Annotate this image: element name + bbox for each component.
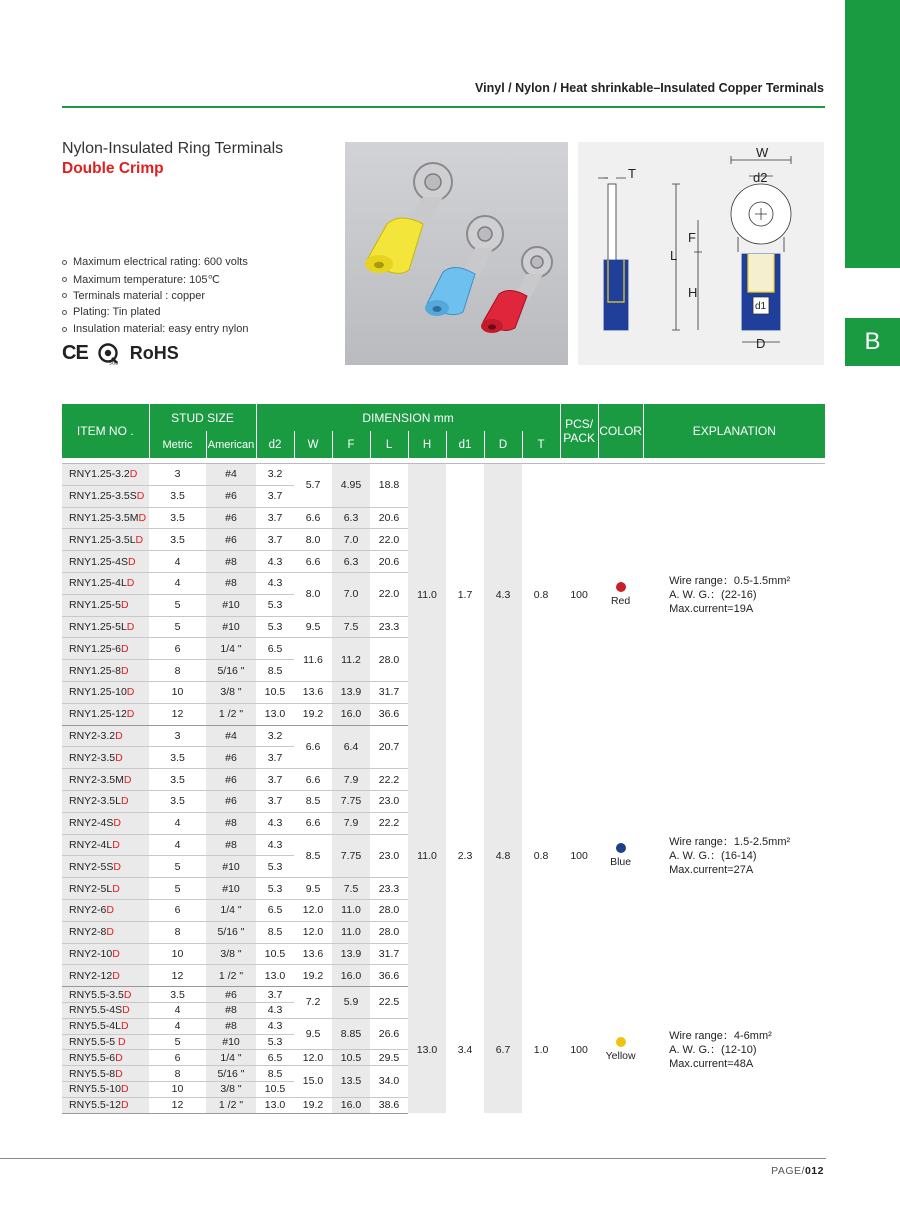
american-cell: 1/4 " [206,638,256,660]
d2-cell: 3.7 [256,507,294,529]
f-cell: 4.95 [332,464,370,508]
l-cell: 20.7 [378,740,400,753]
l-cell: 23.0 [370,834,408,878]
l-cell: 22.2 [370,812,408,834]
item-number: RNY2-5LD [62,878,149,900]
bullet-icon [62,327,67,332]
spec-item: Maximum electrical rating: 600 volts [62,254,248,271]
w-cell: 19.2 [294,703,332,725]
l-cell: 31.7 [370,681,408,703]
w-cell: 12.0 [294,899,332,921]
bullet-icon [62,293,67,298]
american-cell: #10 [206,594,256,616]
d2-cell: 4.3 [256,572,294,594]
explanation-line: A. W. G.：(16-14) [669,849,757,862]
metric-cell: 3.5 [149,507,206,529]
h-cell: 13.0 [408,987,446,1113]
color-label: Red [610,595,631,608]
color-cell [598,725,643,987]
dimension-drawing [578,142,824,365]
col-pcs-pack: PCS/ PACK [560,404,598,458]
table-row [62,464,825,486]
f-cell: 16.0 [332,703,370,725]
w-cell: 6.6 [294,812,332,834]
american-cell: #6 [206,529,256,551]
explanation-line: A. W. G.：(12-10) [669,1043,757,1056]
american-cell: #6 [206,790,256,812]
f-cell: 8.85 [332,1018,370,1050]
item-number: RNY1.25-5D [62,594,149,616]
american-cell: 3/8 " [206,681,256,703]
footer-divider [0,1158,826,1159]
item-number: RNY1.25-8D [62,660,149,682]
american-cell: #4 [206,725,256,747]
item-number: RNY2-3.2D [62,725,149,747]
w-cell: 8.0 [294,572,332,616]
american-cell: #4 [206,464,256,486]
american-cell: #6 [206,987,256,1003]
d-cell: 4.8 [484,725,522,987]
f-cell: 7.5 [332,616,370,638]
w-cell: 19.2 [294,1097,332,1113]
metric-cell: 5 [149,594,206,616]
w-cell: 6.6 [294,769,332,791]
l-cell: 22.0 [370,572,408,616]
w-cell: 9.5 [294,616,332,638]
metric-cell: 4 [149,812,206,834]
f-cell: 13.9 [332,681,370,703]
d1-cell: 3.4 [457,1043,473,1056]
spec-item: Maximum temperature: 105℃ [62,271,248,288]
f-cell: 7.9 [332,812,370,834]
metric-cell: 5 [149,1034,206,1050]
f-cell: 7.5 [332,878,370,900]
page-header-title: Vinyl / Nylon / Heat shrinkable–Insulated Copper Terminals [475,81,824,95]
color-cell [598,987,643,1113]
d2-cell: 4.3 [256,812,294,834]
metric-cell: 3.5 [149,790,206,812]
american-cell: #10 [206,856,256,878]
l-cell: 34.0 [370,1066,408,1098]
american-cell: 3/8 " [206,1081,256,1097]
metric-cell: 4 [149,572,206,594]
d2-cell: 3.2 [267,729,283,742]
header-divider [62,106,825,108]
d2-cell: 4.3 [256,551,294,573]
metric-cell: 5 [149,878,206,900]
d-cell: 6.7 [484,987,522,1113]
american-cell: #8 [206,551,256,573]
explanation-line: Max.current=19A [669,602,754,615]
col-dimension: DIMENSION mm [256,404,560,431]
d2-cell: 3.7 [256,485,294,507]
spec-table-body [62,464,825,1114]
explanation-line: Wire range：1.5-2.5mm² [669,835,791,848]
american-cell: #8 [206,1002,256,1018]
sgs-label: SGS [108,361,118,365]
d2-cell: 8.5 [256,1066,294,1082]
certification-logos [62,342,179,365]
bullet-icon [62,277,67,282]
american-cell: #8 [206,812,256,834]
f-cell: 11.0 [332,899,370,921]
section-tab: B [845,318,900,366]
explanation-line: Wire range：0.5-1.5mm² [669,574,791,587]
label-d2: d2 [753,170,768,185]
w-cell: 11.6 [294,638,332,682]
item-number: RNY2-4SD [62,812,149,834]
item-number: RNY2-4LD [62,834,149,856]
american-cell: #8 [206,1018,256,1034]
explanation-line: Max.current=48A [669,1057,754,1070]
metric-cell: 4 [149,551,206,573]
w-cell: 9.5 [294,878,332,900]
item-number: RNY1.25-3.5MD [62,507,149,529]
f-cell: 6.3 [332,551,370,573]
d2-cell: 5.3 [256,616,294,638]
f-cell: 6.4 [332,725,370,769]
explanation-line: A. W. G.：(22-16) [669,588,757,601]
f-cell: 16.0 [332,965,370,987]
f-cell: 7.75 [332,834,370,878]
w-cell: 8.5 [294,834,332,878]
metric-cell: 8 [149,660,206,682]
rohs-logo: RoHS [129,343,179,363]
l-cell: 23.3 [370,616,408,638]
explanation-cell [643,464,825,726]
h-cell: 11.0 [408,725,446,987]
bullet-icon [62,260,67,265]
color-cell [598,464,643,726]
metric-cell: 10 [149,943,206,965]
american-cell: 1/4 " [206,899,256,921]
label-f: F [688,230,696,245]
l-cell: 22.5 [378,996,400,1009]
ce-mark-logo: CE [62,342,88,364]
american-cell: #10 [206,616,256,638]
w-cell: 9.5 [294,1018,332,1050]
american-cell: 1/4 " [206,1050,256,1066]
american-cell: #8 [206,834,256,856]
d2-cell: 6.5 [256,899,294,921]
pcs-cell: 100 [570,1043,588,1056]
color-label: Yellow [605,1050,636,1063]
spec-item: Insulation material: easy entry nylon [62,321,248,338]
american-cell: 3/8 " [206,943,256,965]
metric-cell: 10 [149,1081,206,1097]
t-cell: 0.8 [533,849,549,862]
label-d: D [756,336,766,351]
item-number: RNY2-3.5LD [62,790,149,812]
color-label: Blue [610,856,632,869]
col-t: T [522,431,560,458]
l-cell: 28.0 [370,638,408,682]
explanation-cell [643,725,825,987]
d2-cell: 3.7 [256,790,294,812]
american-cell: #6 [206,485,256,507]
w-cell: 5.7 [305,479,321,492]
american-cell: 1 /2 " [206,965,256,987]
d2-cell: 5.3 [256,594,294,616]
item-number: RNY5.5-5 D [62,1034,149,1050]
spec-table [62,404,825,1114]
item-number: RNY2-8D [62,921,149,943]
h-cell: 11.0 [408,464,446,726]
d2-cell: 13.0 [256,1097,294,1113]
col-f: F [332,431,370,458]
item-number: RNY5.5-12D [62,1097,149,1113]
metric-cell: 6 [149,638,206,660]
d2-cell: 13.0 [256,965,294,987]
item-number: RNY1.25-4SD [62,551,149,573]
metric-cell: 10 [149,681,206,703]
metric-cell: 5 [149,856,206,878]
metric-cell: 4 [149,1002,206,1018]
f-cell: 7.75 [332,790,370,812]
terminal-dimension-diagram [578,142,824,365]
w-cell: 7.2 [305,996,321,1009]
metric-cell: 8 [149,921,206,943]
w-cell: 8.5 [294,790,332,812]
l-cell: 26.6 [370,1018,408,1050]
item-number: RNY1.25-3.5LD [62,529,149,551]
t-cell: 1.0 [533,1043,549,1056]
col-l: L [370,431,408,458]
label-d1: d1 [755,301,767,312]
american-cell: #10 [206,878,256,900]
col-color: COLOR [598,404,643,458]
product-subtitle: Double Crimp [62,160,164,177]
metric-cell: 5 [149,616,206,638]
item-number: RNY5.5-6D [62,1050,149,1066]
sgs-logo-icon [96,343,122,365]
l-cell: 36.6 [370,703,408,725]
f-cell: 13.9 [332,943,370,965]
l-cell: 36.6 [370,965,408,987]
w-cell: 15.0 [294,1066,332,1098]
col-metric: Metric [149,431,206,458]
l-cell: 28.0 [370,899,408,921]
item-number: RNY5.5-4SD [62,1002,149,1018]
w-cell: 6.6 [294,507,332,529]
american-cell: #6 [206,747,256,769]
metric-cell: 4 [149,834,206,856]
metric-cell: 4 [149,1018,206,1034]
d2-cell: 5.3 [256,856,294,878]
label-t: T [628,166,636,181]
col-d1: d1 [446,431,484,458]
d2-cell: 5.3 [256,1034,294,1050]
d2-cell: 3.7 [267,988,283,1001]
f-cell: 16.0 [332,1097,370,1113]
col-american: American [206,431,256,458]
color-dot-icon [616,1037,626,1047]
f-cell: 7.0 [332,529,370,551]
t-cell: 0.8 [533,588,549,601]
spec-item: Terminals material : copper [62,287,248,304]
d2-cell: 6.5 [256,638,294,660]
product-title: Nylon-Insulated Ring Terminals [62,140,284,157]
item-number: RNY1.25-3.5SD [62,485,149,507]
item-number: RNY5.5-4LD [62,1018,149,1034]
d2-cell: 10.5 [256,681,294,703]
col-h: H [408,431,446,458]
d2-cell: 5.3 [256,878,294,900]
american-cell: 5/16 " [206,660,256,682]
item-number: RNY1.25-5LD [62,616,149,638]
d2-cell: 3.7 [256,769,294,791]
metric-cell: 12 [149,1097,206,1113]
f-cell: 7.0 [332,572,370,616]
label-w: W [756,145,769,160]
d2-cell: 10.5 [256,943,294,965]
table-row [62,987,825,1003]
w-cell: 6.6 [305,740,321,753]
item-number: RNY1.25-3.2D [62,464,149,486]
spec-item: Plating: Tin plated [62,304,248,321]
col-stud-size: STUD SIZE [149,404,256,431]
item-number: RNY5.5-8D [62,1066,149,1082]
item-number: RNY2-12D [62,965,149,987]
d2-cell: 3.7 [256,529,294,551]
d-cell: 4.3 [484,464,522,726]
w-cell: 12.0 [294,921,332,943]
page-number: PAGE/012 [771,1165,824,1177]
american-cell: #6 [206,507,256,529]
item-number: RNY2-10D [62,943,149,965]
metric-cell: 12 [149,965,206,987]
ring-terminals-image [345,142,568,365]
item-number: RNY1.25-12D [62,703,149,725]
american-cell: 1 /2 " [206,1097,256,1113]
spec-list [62,254,248,337]
metric-cell: 3.5 [149,747,206,769]
col-explanation: EXPLANATION [643,404,825,458]
f-cell: 13.5 [332,1066,370,1098]
d2-cell: 3.2 [267,468,283,481]
metric-cell: 3.5 [149,769,206,791]
d2-cell: 4.3 [256,1002,294,1018]
american-cell: 5/16 " [206,1066,256,1082]
l-cell: 28.0 [370,921,408,943]
col-item-no: ITEM NO . [62,404,149,458]
label-l: L [670,248,678,263]
american-cell: #10 [206,1034,256,1050]
metric-cell: 3.5 [149,529,206,551]
pcs-cell: 100 [570,588,588,601]
f-cell: 10.5 [332,1050,370,1066]
d2-cell: 8.5 [256,921,294,943]
w-cell: 6.6 [294,551,332,573]
f-cell: 11.0 [332,921,370,943]
metric-cell: 8 [149,1066,206,1082]
metric-cell: 3 [174,468,181,481]
l-cell: 22.2 [370,769,408,791]
f-cell: 6.3 [332,507,370,529]
l-cell: 22.0 [370,529,408,551]
w-cell: 13.6 [294,681,332,703]
col-d2: d2 [256,431,294,458]
item-number: RNY5.5-3.5D [62,987,149,1003]
d2-cell: 10.5 [256,1081,294,1097]
f-cell: 11.2 [332,638,370,682]
explanation-cell [643,987,825,1113]
table-row [62,725,825,747]
l-cell: 31.7 [370,943,408,965]
item-number: RNY2-6D [62,899,149,921]
d2-cell: 4.3 [256,1018,294,1034]
col-d: D [484,431,522,458]
l-cell: 23.3 [370,878,408,900]
l-cell: 20.6 [370,551,408,573]
explanation-line: Wire range：4-6mm² [669,1029,772,1042]
f-cell: 5.9 [332,987,370,1019]
item-number: RNY5.5-10D [62,1081,149,1097]
side-color-bar [845,0,900,268]
color-dot-icon [616,582,626,592]
item-number: RNY2-3.5D [62,747,149,769]
item-number: RNY2-5SD [62,856,149,878]
item-number: RNY1.25-6D [62,638,149,660]
d2-cell: 4.3 [256,834,294,856]
col-w: W [294,431,332,458]
metric-cell: 3.5 [149,485,206,507]
d2-cell: 13.0 [256,703,294,725]
label-h: H [688,285,698,300]
american-cell: 1 /2 " [206,703,256,725]
color-dot-icon [616,843,626,853]
metric-cell: 6 [149,899,206,921]
l-cell: 23.0 [370,790,408,812]
d2-cell: 3.7 [256,747,294,769]
d1-cell: 2.3 [457,849,473,862]
product-photo [345,142,568,365]
d2-cell: 6.5 [256,1050,294,1066]
metric-cell: 3 [174,729,181,742]
bullet-icon [62,310,67,315]
item-number: RNY1.25-4LD [62,572,149,594]
w-cell: 8.0 [294,529,332,551]
l-cell: 20.6 [370,507,408,529]
american-cell: #6 [206,769,256,791]
american-cell: 5/16 " [206,921,256,943]
metric-cell: 6 [149,1050,206,1066]
l-cell: 38.6 [370,1097,408,1113]
w-cell: 12.0 [294,1050,332,1066]
item-number: RNY1.25-10D [62,681,149,703]
l-cell: 18.8 [378,479,400,492]
w-cell: 19.2 [294,965,332,987]
metric-cell: 12 [149,703,206,725]
f-cell: 7.9 [332,769,370,791]
american-cell: #8 [206,572,256,594]
item-number: RNY2-3.5MD [62,769,149,791]
l-cell: 29.5 [370,1050,408,1066]
explanation-line: Max.current=27A [669,863,754,876]
d2-cell: 8.5 [256,660,294,682]
d1-cell: 1.7 [457,588,473,601]
metric-cell: 3.5 [170,988,185,1001]
pcs-cell: 100 [570,849,588,862]
w-cell: 13.6 [294,943,332,965]
